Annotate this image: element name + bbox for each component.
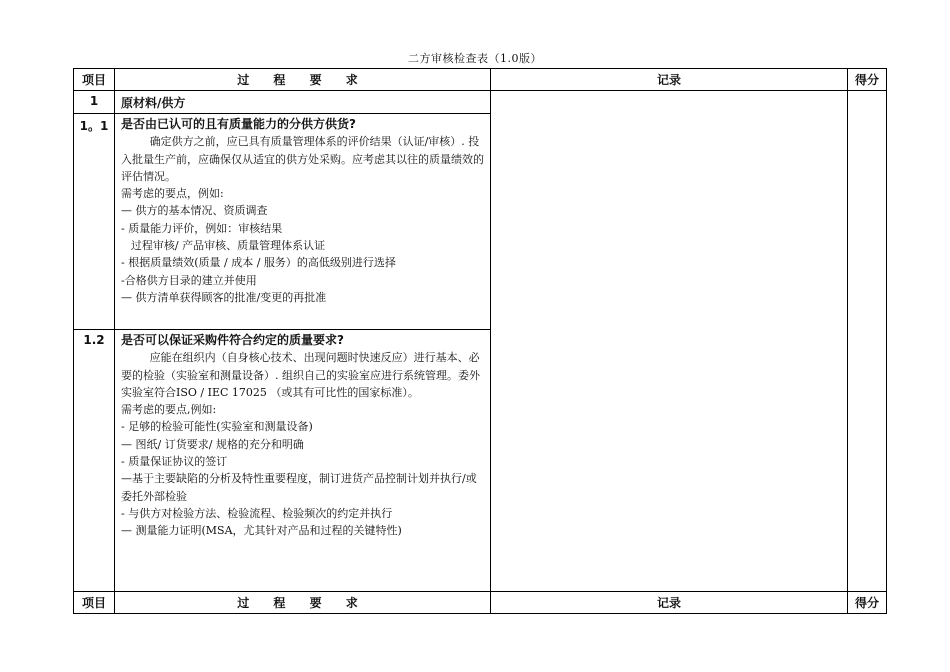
requirement-point: —基于主要缺陷的分析及特性重要程度，制订进货产品控制计划并执行/或委托外部检验 [121, 472, 477, 503]
requirement-point: - 质量保证协议的签订 [121, 455, 228, 469]
item-number: 1。1 [74, 114, 115, 330]
requirement-point: - 与供方对检验方法、检验流程、检验频次的约定并执行 [121, 506, 393, 520]
requirement-text: 需考虑的要点,例如: [121, 403, 217, 417]
table-footer-row [74, 592, 887, 614]
requirement-point: - 根据质量绩效(质量 / 成本 / 服务）的高低级别进行选择 [121, 256, 396, 270]
section-title: 原材料/供方 [115, 91, 491, 114]
footer-score: 得分 [848, 592, 887, 614]
requirement-point: -合格供方目录的建立并使用 [121, 273, 257, 287]
requirement-point: — 测量能力证明(MSA，尤其针对产品和过程的关键特性) [121, 524, 402, 538]
requirement-cell [115, 114, 491, 330]
section-row [74, 91, 887, 114]
requirement-cell [115, 330, 491, 592]
requirement-question: 是否由已认可的且有质量能力的分供方供货? [121, 117, 356, 131]
header-requirement: 过 程 要 求 [115, 69, 491, 91]
requirement-point: 过程审核/ 产品审核、质量管理体系认证 [130, 239, 326, 253]
footer-record: 记录 [491, 592, 848, 614]
requirement-point: — 图纸/ 订货要求/ 规格的充分和明确 [121, 437, 304, 451]
requirement-text: 确定供方之前，应已具有质量管理体系的评价结果（认证/审核）. 投入批量生产前，应确保仅从适宜的供方处采购。应考虑其以往的质量绩效的评估情况。 [121, 135, 484, 183]
header-score: 得分 [848, 69, 887, 91]
requirement-point: — 供方清单获得顾客的批准/变更的再批准 [121, 290, 327, 304]
score-cell[interactable] [848, 91, 887, 592]
requirement-text: 需考虑的要点，例如: [121, 187, 224, 201]
header-item: 项目 [74, 69, 115, 91]
requirement-point: - 质量能力评价，例如：审核结果 [121, 221, 283, 235]
document-title: 二方审核检查表（1.0版） [408, 52, 542, 65]
requirement-question: 是否可以保证采购件符合约定的质量要求? [121, 333, 344, 347]
audit-checklist-table [73, 68, 887, 614]
footer-requirement: 过 程 要 求 [115, 592, 491, 614]
footer-item: 项目 [74, 592, 115, 614]
requirement-point: — 供方的基本情况、资质调查 [121, 204, 268, 218]
requirement-point: - 足够的检验可能性(实验室和测量设备) [121, 420, 313, 434]
section-number: 1 [74, 91, 115, 114]
requirement-text: 应能在组织内（自身核心技术、出现问题时快速反应）进行基本、必要的检验（实验室和测量设备）. 组织自己的实验室应进行系统管理。委外实验室符合ISO / IEC 17025 （或其有可比性的国家标准）。 [121, 351, 480, 399]
header-record: 记录 [491, 69, 848, 91]
table-header-row [74, 69, 887, 91]
record-cell[interactable] [491, 91, 848, 592]
item-number: 1.2 [74, 330, 115, 592]
